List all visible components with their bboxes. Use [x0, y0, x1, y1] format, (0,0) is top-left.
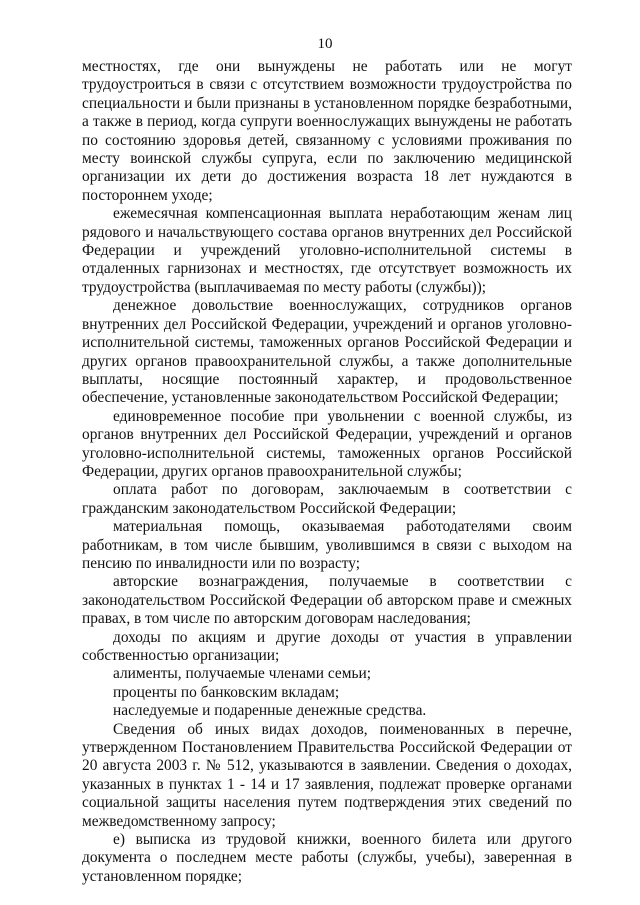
paragraph-share-income: доходы по акциям и другие доходы от участия в управлении собственностью организации;	[82, 628, 572, 664]
paragraph-severance-benefit: единовременное пособие при увольнении с военной службы, из органов внутренних дел Российской Федерации, учреждений и органов уголовно-исполнительной системы, таможенных органов Российской Федерации, других органов правоохранительной службы;	[82, 407, 572, 480]
paragraph-other-income-info: Сведения об иных видах доходов, поименованных в перечне, утвержденном Постановлением Правительства Российской Федерации от 20 августа 2003 г. № 512, указываются в заявлении. Сведения о доходах, указанных в пунктах 1 - 14 и 17 заявления, подлежат проверке органами социальной защиты населения путем подтверждения этих сведений по межведомственному запросу;	[82, 720, 572, 830]
paragraph-material-aid: материальная помощь, оказываемая работодателями своим работникам, в том числе бывшим, уволившимся в связи с выходом на пенсию по инвалидности или по возрасту;	[82, 518, 572, 572]
paragraph-author-fees: авторские вознаграждения, получаемые в соответствии с законодательством Российской Федерации об авторском праве и смежных правах, в том числе по авторским договорам наследования;	[82, 573, 572, 628]
paragraph-alimony: алименты, получаемые членами семьи;	[113, 665, 371, 683]
paragraph-compensation-payment: ежемесячная компенсационная выплата неработающим женам лиц рядового и начальствующего состава органов внутренних дел Российской Федерации и учреждений уголовно-исполнительной системы в отдаленных гарнизонах и местностях, где отсутствует возможность их трудоустройства (выплачиваемая по месту работы (службы));	[82, 205, 572, 296]
paragraph-item-e: е) выписка из трудовой книжки, военного билета или другого документа о последнем месте работы (службы, учебы), заверенная в установленном порядке;	[82, 831, 572, 885]
paragraph-inherited-funds: наследуемые и подаренные денежные средства.	[113, 702, 427, 720]
paragraph-monetary-allowance: денежное довольствие военнослужащих, сотрудников органов внутренних дел Российской Федерации, учреждений и органов уголовно-исполнительной системы, таможенных органов Российской Федерации и других органов правоохранительной службы, а также дополнительные выплаты, носящие постоянный характер, и продовольственное обеспечение, установленные законодательством Российской Федерации;	[82, 297, 572, 407]
paragraph-bank-interest: проценты по банковским вкладам;	[113, 683, 340, 701]
page-number: 10	[317, 36, 333, 52]
document-body	[82, 58, 572, 886]
paragraph-continuation: местностях, где они вынуждены не работать или не могут трудоустроиться в связи с отсутствием возможности трудоустройства по специальности и были признаны в установленном порядке безработными, а также в период, когда супруги военнослужащих вынуждены не работать по состоянию здоровья детей, связанному с условиями проживания по месту воинской службы супруга, если по заключению медицинской организации их дети до достижения возраста 18 лет нуждаются в постороннем уходе;	[82, 58, 572, 204]
paragraph-contract-payment: оплата работ по договорам, заключаемым в соответствии с гражданским законодательством Российской Федерации;	[82, 481, 572, 517]
